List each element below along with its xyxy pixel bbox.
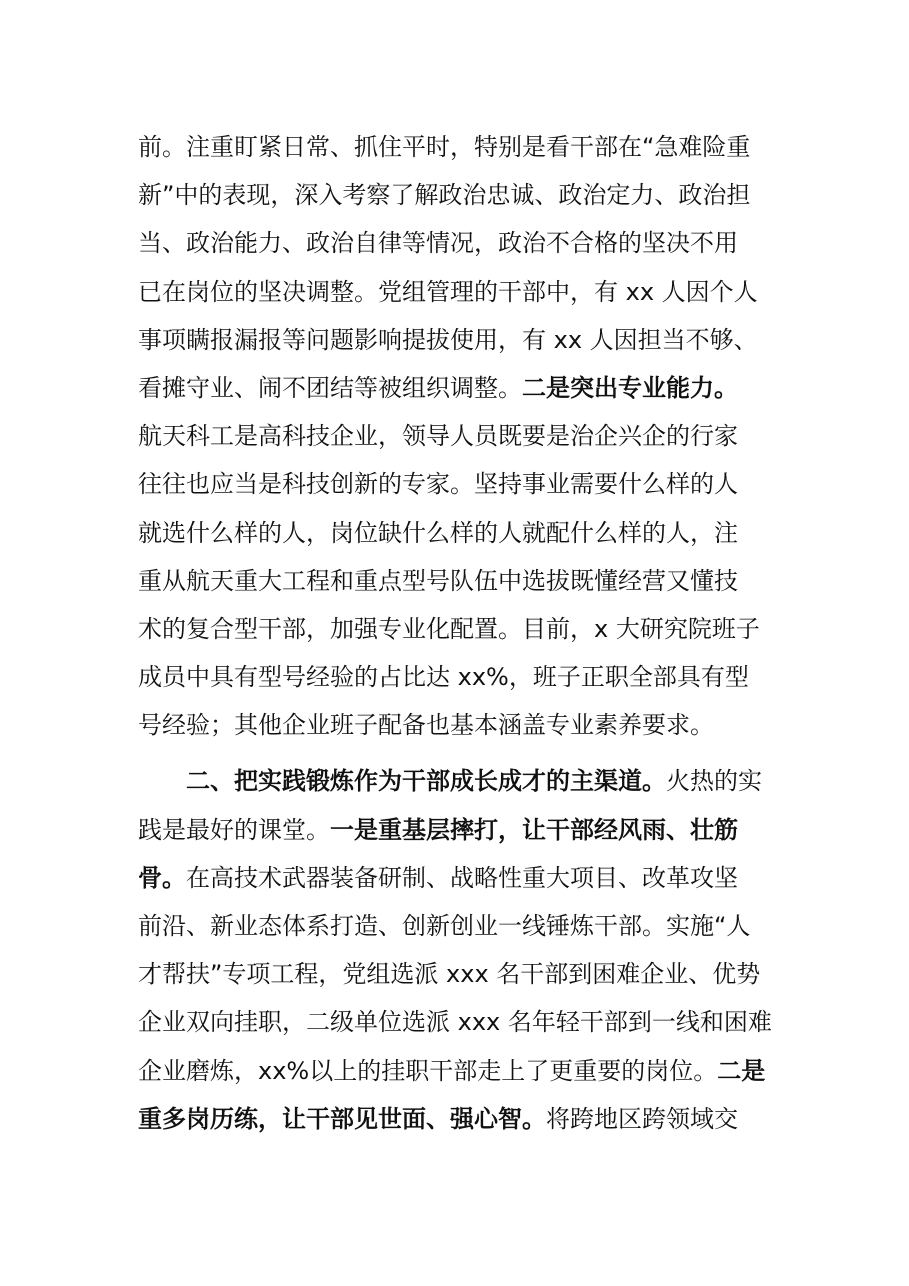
text-run: 往往也应当是科技创新的专家。坚持事业需要什么样的人 <box>138 470 738 499</box>
bold-heading-run: 骨。 <box>138 863 186 892</box>
text-run: 重从航天重大工程和重点型号队伍中选拔既懂经营又懂技 <box>138 566 738 595</box>
text-run: 前。注重盯紧日常、抓住平时，特别是看干部在“急难险重 <box>138 133 751 161</box>
bold-heading-run: 二是 <box>717 1056 766 1085</box>
text-line <box>138 854 778 902</box>
text-run: 才帮扶”专项工程，党组选派 xxx 名干部到困难企业、优势 <box>138 960 761 989</box>
text-run: 企业双向挂职，二级单位选派 xxx 名年轻干部到一线和困难 <box>138 1008 772 1037</box>
text-run: 术的复合型干部，加强专业化配置。目前，x 大研究院班子 <box>138 614 760 643</box>
text-run: 号经验；其他企业班子配备也基本涵盖专业素养要求。 <box>138 711 714 740</box>
bold-heading-run: 二、把实践锻炼作为干部成长成才的主渠道。 <box>186 767 666 796</box>
text-line <box>138 757 778 805</box>
bold-heading-run: 重多岗历练，让干部见世面、强心智。 <box>138 1104 546 1133</box>
text-line <box>138 998 778 1046</box>
text-line <box>138 364 778 412</box>
text-line <box>138 902 778 950</box>
text-run: 企业磨炼，xx%以上的挂职干部走上了更重要的岗位。 <box>138 1056 718 1085</box>
text-line <box>138 1095 778 1143</box>
bold-heading-run: 二是突出专业能力。 <box>522 373 738 402</box>
text-run: 看摊守业、闹不团结等被组织调整。 <box>138 373 522 402</box>
text-run: 在高技术武器装备研制、战略性重大项目、改革攻坚 <box>186 863 738 892</box>
text-line <box>138 412 778 460</box>
text-run: 就选什么样的人，岗位缺什么样的人就配什么样的人，注 <box>138 518 738 547</box>
text-line <box>138 219 778 267</box>
text-line <box>138 557 778 605</box>
text-run: 新”中的表现，深入考察了解政治忠诚、政治定力、政治担 <box>138 181 751 210</box>
text-line <box>138 605 778 653</box>
text-run: 前沿、新业态体系打造、创新创业一线锤炼干部。实施“人 <box>138 912 751 940</box>
text-line <box>138 1047 778 1095</box>
text-run: 航天科工是高科技企业，领导人员既要是治企兴企的行家 <box>138 422 738 451</box>
bold-heading-run: 一是重基层摔打，让干部经风雨、壮筋 <box>330 815 738 844</box>
text-line <box>138 806 778 854</box>
text-run: 践是最好的课堂。 <box>138 815 330 844</box>
text-run: 成员中具有型号经验的占比达 xx%，班子正职全部具有型 <box>138 663 749 692</box>
text-line <box>138 950 778 998</box>
text-line <box>138 653 778 701</box>
text-line <box>138 171 778 219</box>
text-run: 事项瞒报漏报等问题影响提拔使用，有 xx 人因担当不够、 <box>138 325 758 354</box>
text-run: 将跨地区跨领域交 <box>546 1104 738 1133</box>
text-line <box>138 268 778 316</box>
paragraph-gap <box>138 749 778 757</box>
text-line <box>138 509 778 557</box>
text-line <box>138 460 778 508</box>
text-line <box>138 123 778 171</box>
text-run: 火热的实 <box>666 767 762 796</box>
text-run: 当、政治能力、政治自律等情况，政治不合格的坚决不用 <box>138 229 738 258</box>
text-run: 已在岗位的坚决调整。党组管理的干部中，有 xx 人因个人 <box>138 277 758 306</box>
text-line <box>138 316 778 364</box>
body-text <box>138 123 778 1143</box>
text-line <box>138 701 778 749</box>
